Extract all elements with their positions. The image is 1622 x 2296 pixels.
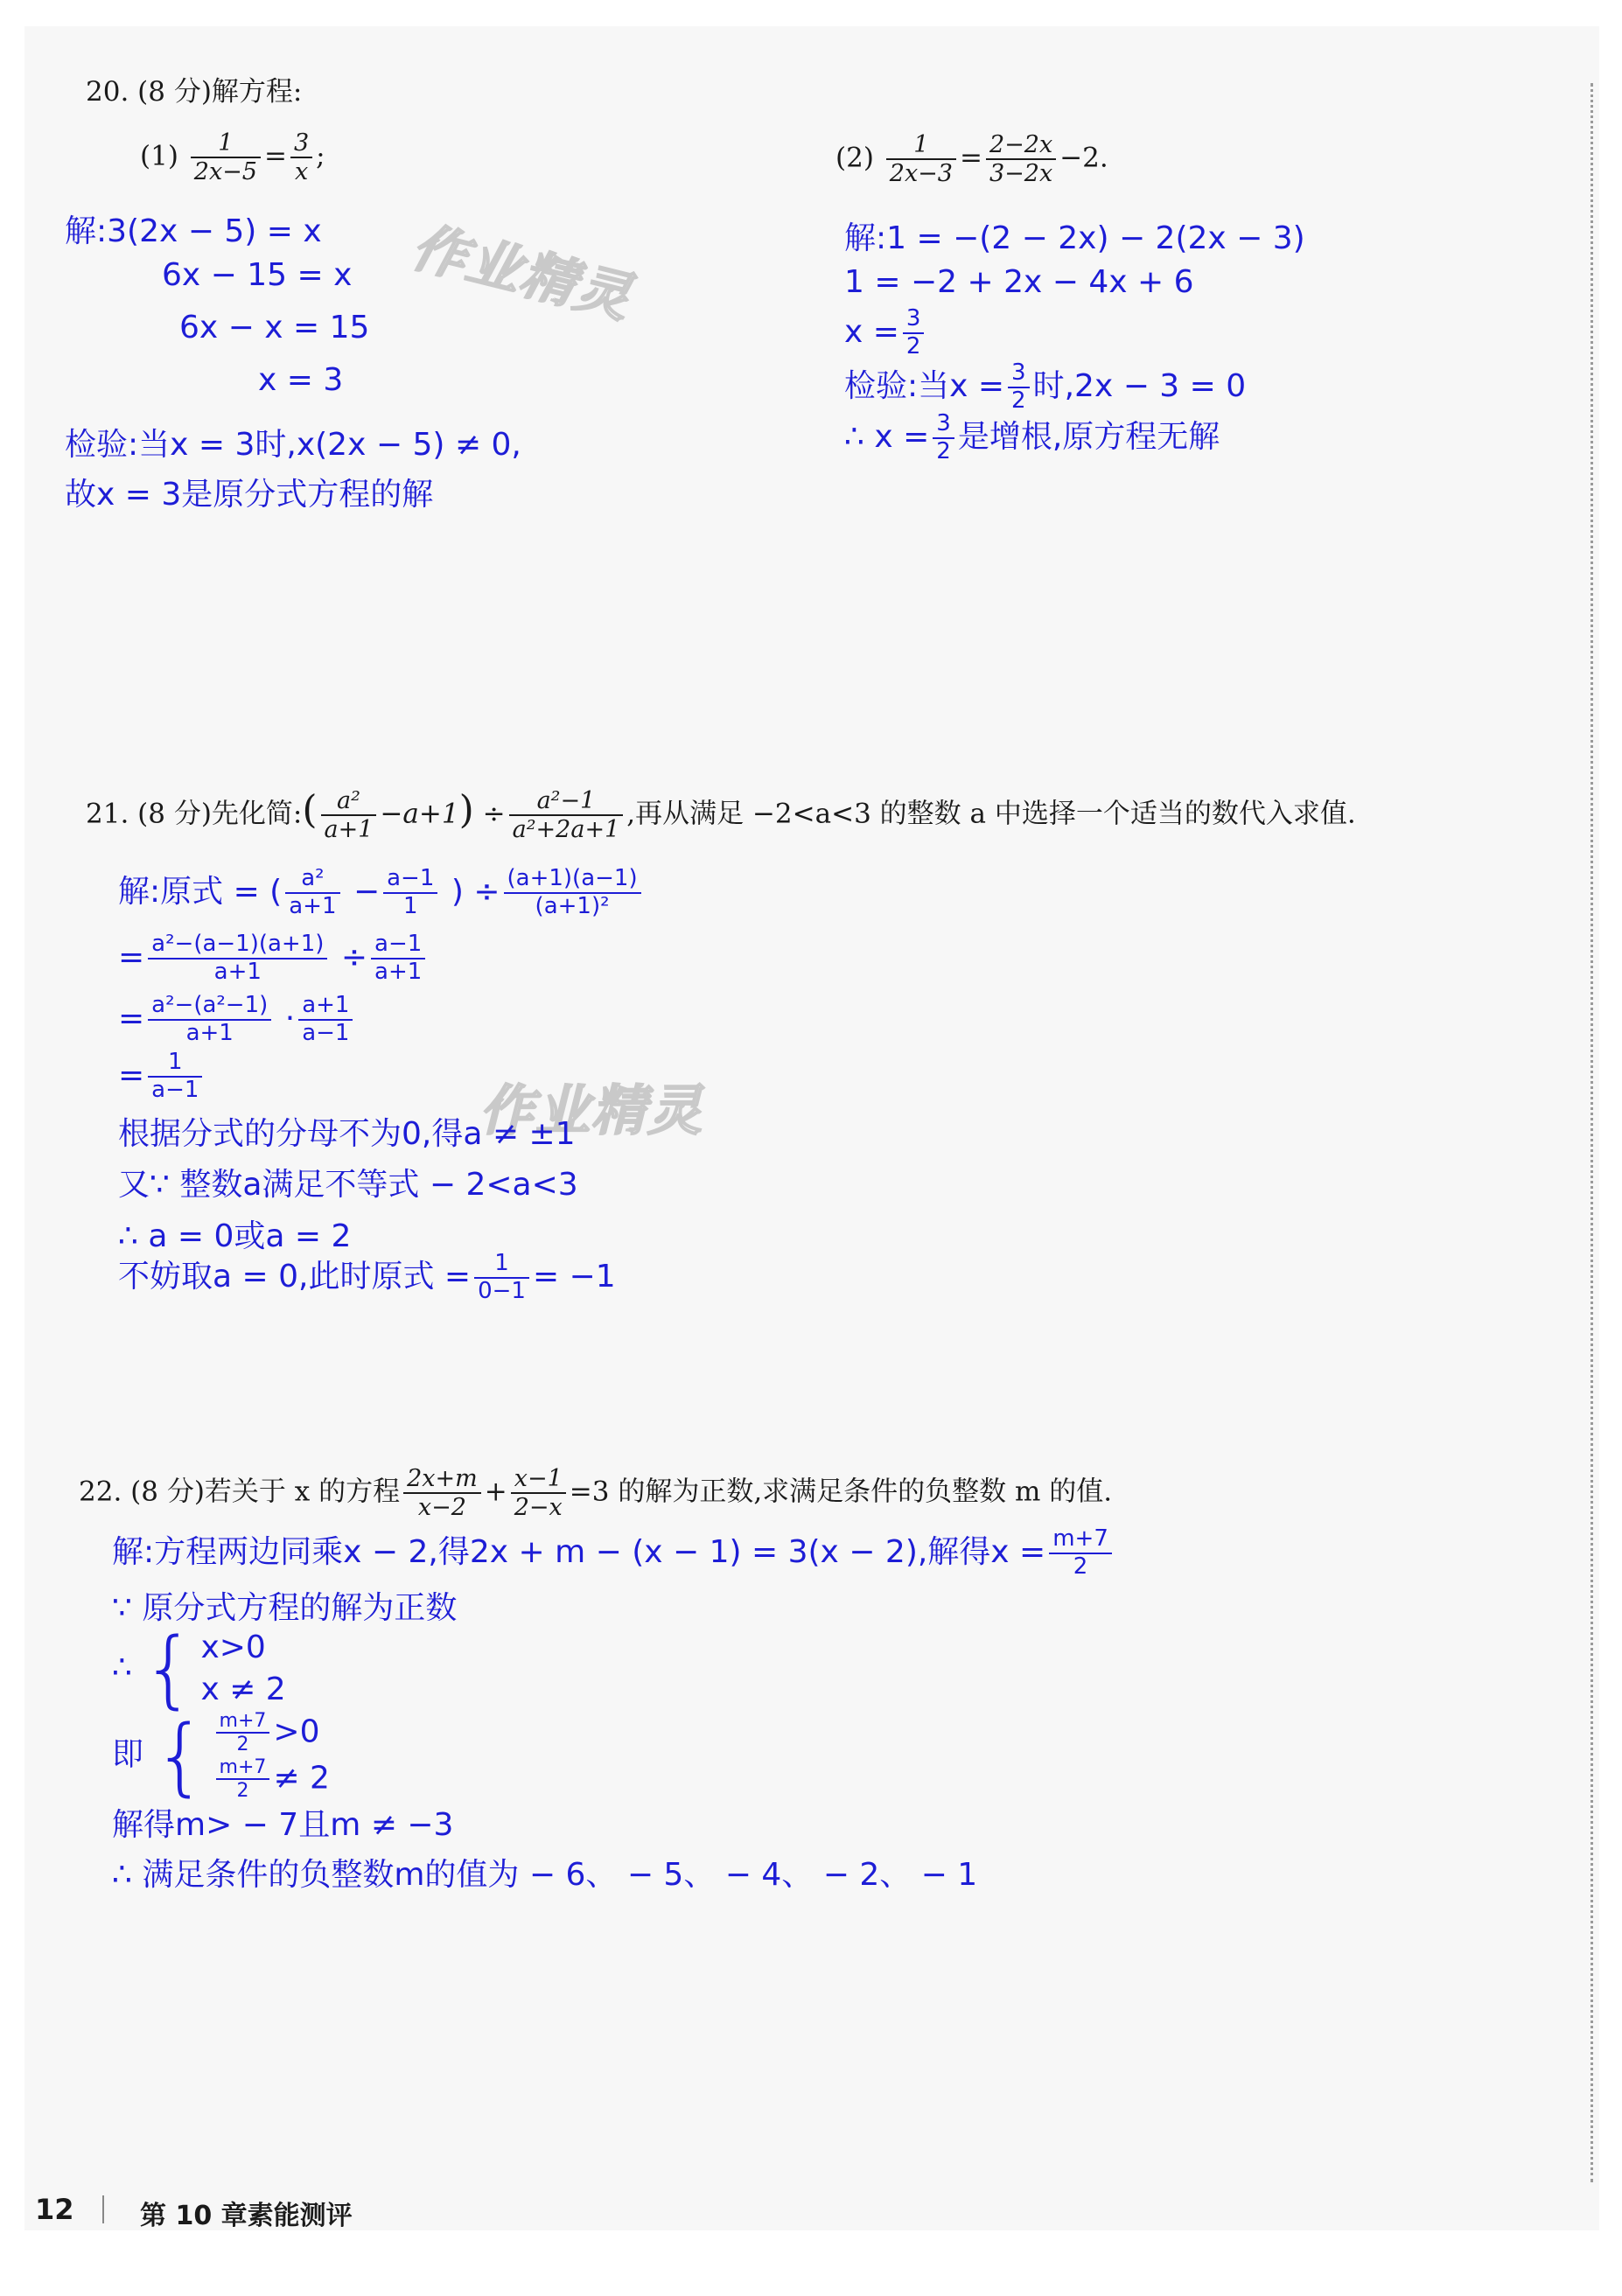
q20-sol2-conclusion: ∴ x = $\frac{3}{2}$ 是增根,原方程无解 (844, 410, 1220, 464)
question-21-header: 21. (8 分)先化简:( $\frac{\text{a²}}{a+1}$ −a+1) ÷ $\frac{\text{a²−1}}{\text{a²+2a+1}}$ ,再从满足 −2<a<3 的整数 a 中选择一个适当的数代入求值. (86, 787, 1356, 844)
q20-sol1-conclusion: 故x = 3是原分式方程的解 (65, 477, 434, 513)
q20-sol2-line: 解:1 = −(2 − 2x) − 2(2x − 3) (844, 220, 1305, 256)
q20-sol2-line: 1 = −2 + 2x − 4x + 6 (844, 264, 1194, 300)
fold-line (1591, 83, 1593, 2182)
q22-step2: ∵ 原分式方程的解为正数 (112, 1590, 458, 1626)
q20-sol2-line: x = $\frac{3}{2}$ (844, 306, 927, 360)
watermark: 作业精灵 (479, 1078, 704, 1142)
q22-step5: 解得m> − 7且m ≠ −3 (112, 1807, 454, 1843)
q22-step4-system: 即 { $\frac{m+7}{2}$ >0 $\frac{m+7}{2}$ ≠ 2 (112, 1706, 330, 1805)
q20-part1: (1) $\frac{1}{2x-5}$ = $\frac{3}{x}$ ; (140, 129, 325, 186)
q20-part2: (2) $\frac{1}{2x-3}$ = $\frac{2-2x}{3-2x}$ −2. (835, 131, 1108, 188)
page-number: 12 (35, 2193, 74, 2226)
q20-sol1-line: 6x − x = 15 (179, 310, 370, 345)
q21-step6: 又∵ 整数a满足不等式 − 2<a<3 (118, 1167, 578, 1203)
q20-sol1-line: 6x − 15 = x (162, 257, 353, 293)
q22-step6: ∴ 满足条件的负整数m的值为 − 6、 − 5、 − 4、 − 2、 − 1 (112, 1857, 978, 1893)
q21-step5: 根据分式的分母不为0,得a ≠ ±1 (118, 1116, 576, 1152)
q21-step3: = $\frac{\text{a²−(a²−1)}}{a+1}$ · $\frac{a+1}{a-1}$ (118, 993, 356, 1047)
q20-sol2-check: 检验:当x = $\frac{3}{2}$ 时,2x − 3 = 0 (844, 359, 1247, 414)
q20-sol1-check: 检验:当x = 3时,x(2x − 5) ≠ 0, (65, 427, 521, 463)
question-20-header: 20. (8 分)解方程: (86, 76, 303, 108)
q21-step4: = $\frac{1}{a-1}$ (118, 1050, 206, 1104)
footer-divider (102, 2195, 104, 2223)
q22-step1: 解:方程两边同乘x − 2,得2x + m − (x − 1) = 3(x − 2),解得x = $\frac{m+7}{2}$ (112, 1526, 1115, 1581)
q20-sol1-line: 解:3(2x − 5) = x (65, 213, 322, 249)
q21-step8: 不妨取a = 0,此时原式 = $\frac{1}{0-1}$ = −1 (118, 1250, 616, 1304)
q22-step3-system: ∴ { x>0 x ≠ 2 (112, 1620, 286, 1718)
footer-chapter-title: 第 10 章素能测评 (140, 2201, 353, 2231)
q21-step7: ∴ a = 0或a = 2 (118, 1218, 352, 1254)
watermark: 作业精灵 (405, 213, 639, 331)
question-22-header: 22. (8 分)若关于 x 的方程 $\frac{2x+m}{x-2}$ + $\frac{x-1}{2-x}$ =3 的解为正数,求满足条件的负整数 m 的值. (79, 1465, 1113, 1522)
q20-sol1-line: x = 3 (258, 362, 344, 398)
q21-step2: = $\frac{\text{a²−(a−1)(a+1)}}{a+1}$ ÷ $\frac{a-1}{a+1}$ (118, 932, 429, 986)
q21-step1: 解:原式 = ( $\frac{\text{a²}}{a+1}$ − $\frac{a-1}{1}$ ) ÷ $\frac{(a+1)(a-1)}{\text{(a+1)²}}$ (118, 866, 645, 920)
